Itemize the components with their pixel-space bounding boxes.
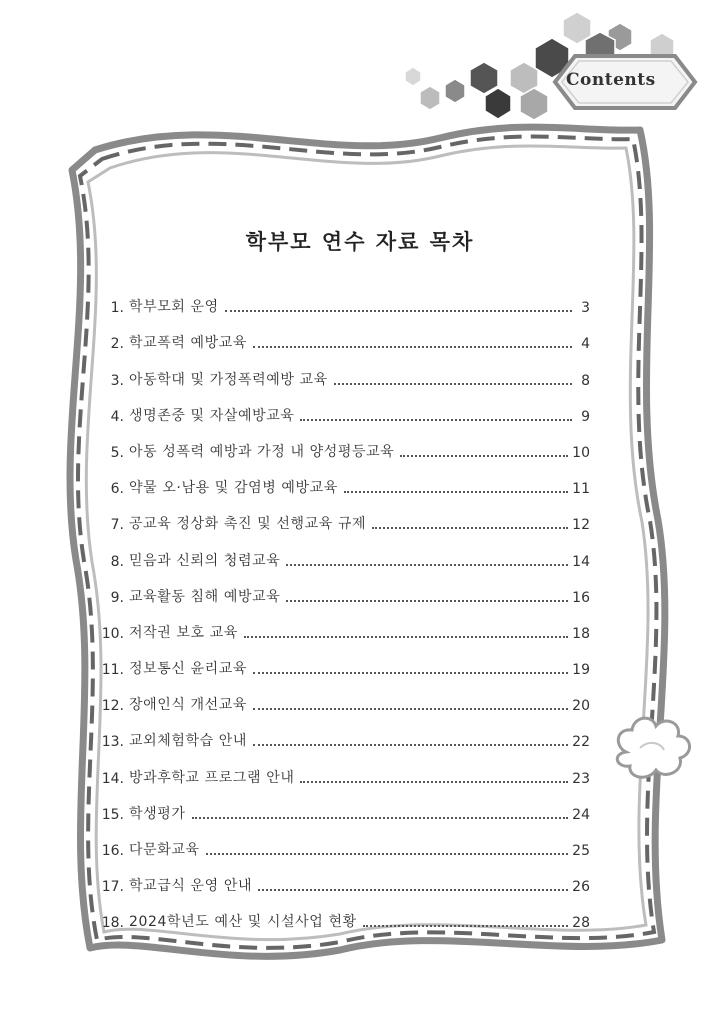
toc-entry-number: 4. — [110, 408, 124, 425]
toc-entry-page: 12 — [572, 517, 590, 534]
toc-entry-page: 28 — [572, 915, 590, 932]
toc-entry — [96, 425, 590, 461]
table-of-contents — [96, 280, 590, 931]
toc-entry-number: 1. — [110, 300, 124, 317]
toc-entry-page: 24 — [572, 806, 590, 823]
toc-leader-dots — [192, 817, 569, 819]
toc-leader-dots — [363, 925, 568, 927]
toc-entry-page: 25 — [572, 843, 590, 859]
toc-entry-page: 11 — [572, 481, 590, 498]
toc-entry-page: 23 — [572, 770, 590, 787]
toc-leader-dots — [253, 672, 568, 674]
toc-entry-title: 학생평가 — [129, 805, 186, 822]
toc-entry-title: 학교급식 운영 안내 — [129, 878, 253, 895]
toc-entry-number: 3. — [110, 372, 124, 389]
toc-leader-dots — [253, 744, 568, 746]
toc-entry-number: 15. — [101, 806, 124, 823]
toc-entry — [96, 895, 590, 931]
toc-entry-page: 10 — [572, 444, 590, 461]
toc-entry — [96, 570, 590, 606]
toc-leader-dots — [400, 455, 568, 457]
toc-entry-page: 20 — [572, 698, 590, 715]
toc-entry-page: 26 — [572, 879, 590, 896]
toc-leader-dots — [258, 889, 568, 891]
toc-entry — [96, 678, 590, 714]
toc-leader-dots — [253, 346, 572, 348]
toc-entry-number: 10. — [101, 625, 124, 642]
toc-entry-title: 교육활동 침해 예방교육 — [129, 588, 281, 605]
toc-leader-dots — [334, 383, 572, 385]
toc-entry-number: 12. — [101, 698, 124, 715]
toc-entry — [96, 461, 590, 497]
toc-entry-number: 7. — [110, 517, 124, 534]
toc-entry — [96, 606, 590, 642]
document-title: 학부모 연수 자료 목차 — [245, 230, 475, 254]
toc-entry-title: 장애인식 개선교육 — [129, 697, 248, 714]
toc-leader-dots — [206, 853, 569, 855]
toc-entry — [96, 352, 590, 388]
toc-entry-number: 14. — [101, 770, 124, 787]
toc-entry — [96, 316, 590, 352]
toc-entry-title: 학부모회 운영 — [129, 299, 219, 316]
toc-entry-title: 저작권 보호 교육 — [129, 624, 238, 641]
contents-label: Contents — [566, 70, 656, 90]
toc-entry — [96, 389, 590, 425]
toc-entry-title: 2024학년도 예산 및 시설사업 현황 — [129, 914, 357, 931]
toc-leader-dots — [372, 527, 568, 529]
toc-leader-dots — [300, 419, 572, 421]
toc-leader-dots — [300, 781, 568, 783]
toc-leader-dots — [225, 310, 572, 312]
toc-entry-title: 약물 오·남용 및 감염병 예방교육 — [129, 480, 338, 497]
toc-leader-dots — [244, 636, 568, 638]
toc-entry-page: 14 — [572, 553, 590, 570]
toc-entry — [96, 280, 590, 316]
toc-entry — [96, 823, 590, 859]
toc-entry-number: 17. — [101, 879, 124, 896]
toc-entry — [96, 533, 590, 569]
toc-entry-page: 3 — [581, 300, 590, 317]
toc-entry — [96, 714, 590, 750]
toc-entry-page: 9 — [581, 408, 590, 425]
toc-entry-title: 교외체험학습 안내 — [129, 733, 248, 750]
toc-leader-dots — [344, 491, 568, 493]
toc-entry-number: 13. — [101, 734, 124, 751]
toc-entry — [96, 787, 590, 823]
cloud-decoration — [617, 718, 689, 777]
toc-entry — [96, 642, 590, 678]
toc-entry-number: 16. — [101, 843, 124, 859]
toc-entry-title: 생명존중 및 자살예방교육 — [129, 407, 295, 424]
toc-entry-title: 아동 성폭력 예방과 가정 내 양성평등교육 — [129, 443, 395, 460]
toc-entry-page: 18 — [572, 625, 590, 642]
toc-leader-dots — [253, 708, 568, 710]
toc-entry-title: 공교육 정상화 촉진 및 선행교육 규제 — [129, 516, 367, 533]
toc-entry-title: 다문화교육 — [129, 842, 200, 858]
toc-entry-number: 6. — [110, 481, 124, 498]
toc-entry-number: 5. — [110, 444, 124, 461]
toc-entry-title: 정보통신 윤리교육 — [129, 661, 248, 678]
toc-leader-dots — [286, 600, 568, 602]
toc-leader-dots — [286, 564, 568, 566]
toc-entry-title: 믿음과 신뢰의 청렴교육 — [129, 552, 281, 569]
toc-entry — [96, 859, 590, 895]
toc-entry-page: 4 — [581, 336, 590, 353]
toc-entry — [96, 750, 590, 786]
toc-entry-page: 8 — [581, 372, 590, 389]
toc-entry-page: 16 — [572, 589, 590, 606]
toc-entry-title: 학교폭력 예방교육 — [129, 335, 248, 352]
toc-entry-number: 9. — [110, 589, 124, 606]
toc-entry-page: 22 — [572, 734, 590, 751]
toc-entry-title: 방과후학교 프로그램 안내 — [129, 769, 295, 786]
toc-entry — [96, 497, 590, 533]
toc-entry-number: 2. — [110, 336, 124, 353]
toc-entry-title: 아동학대 및 가정폭력예방 교육 — [129, 371, 328, 388]
toc-entry-page: 19 — [572, 662, 590, 679]
toc-entry-number: 11. — [101, 662, 124, 679]
toc-entry-number: 8. — [110, 553, 124, 570]
toc-entry-number: 18. — [101, 915, 124, 932]
